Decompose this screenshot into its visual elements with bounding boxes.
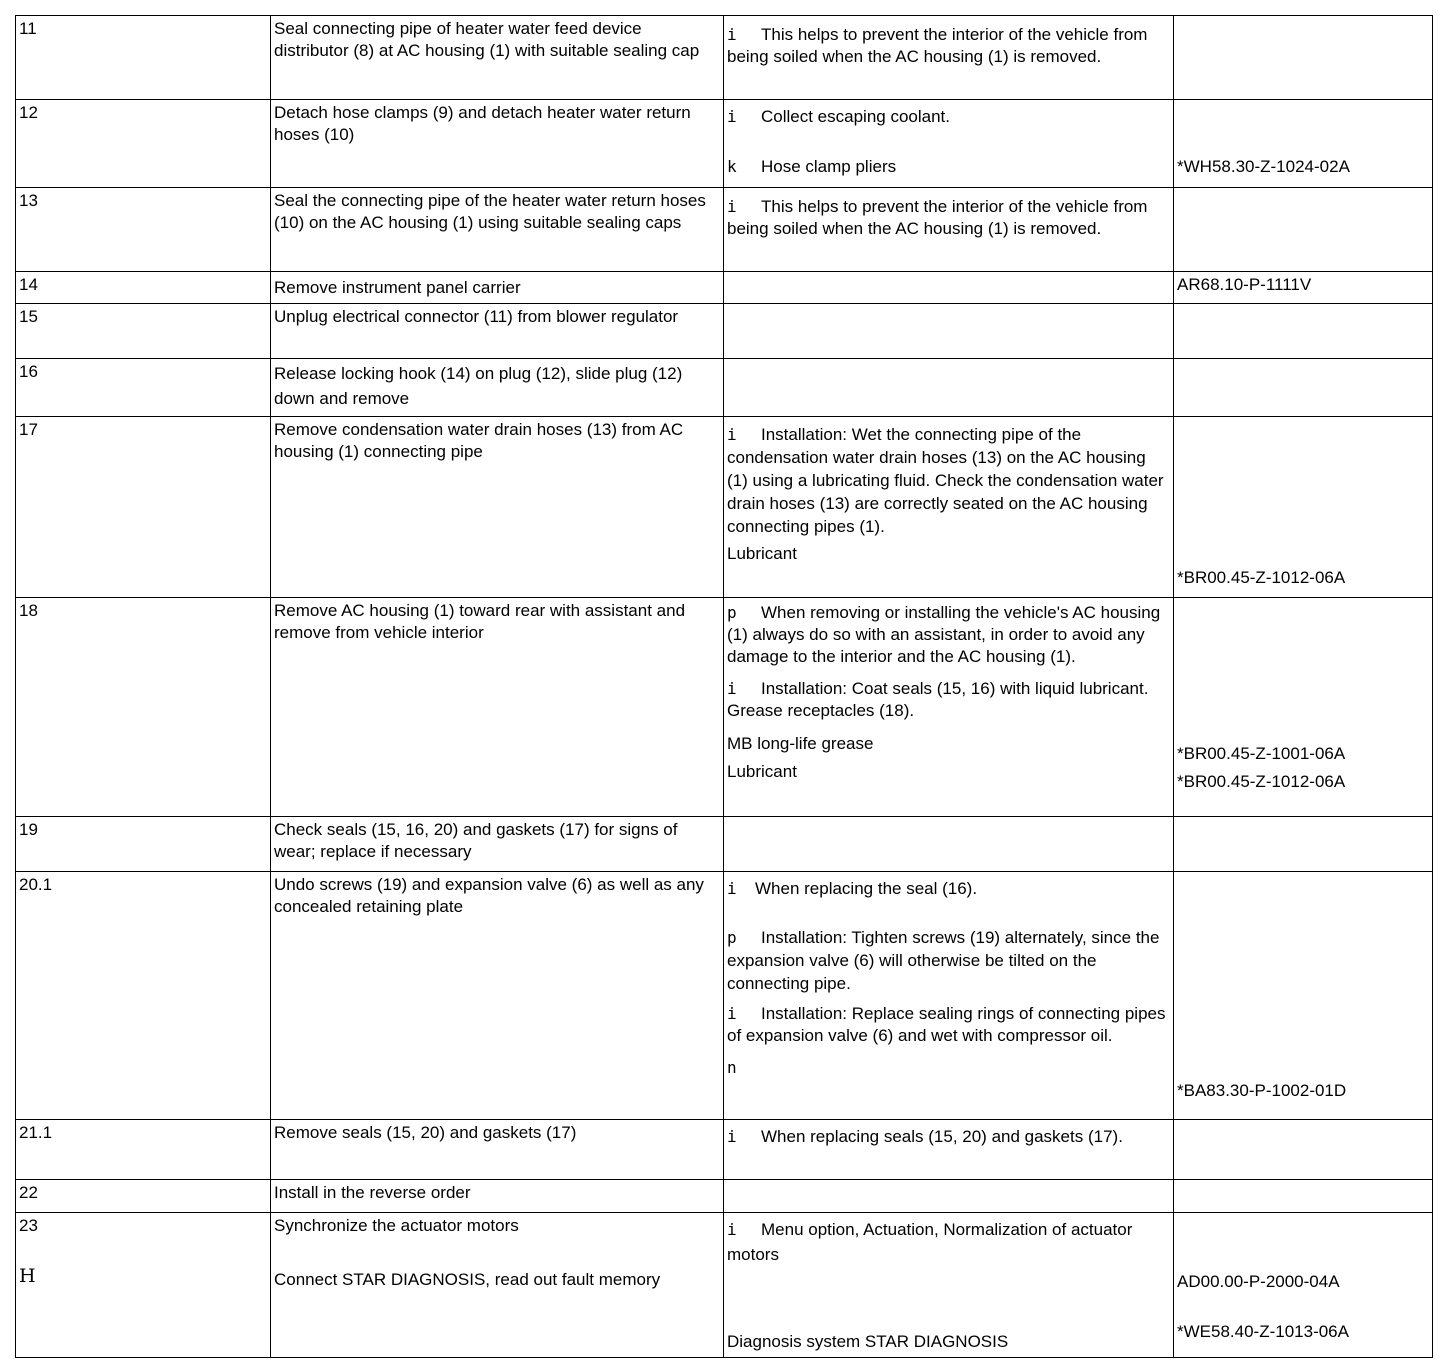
note-text: Wet the connecting pipe of the condensation water drain hoses (13) on the AC housing (1) using a lubricating fluid. Check the condensation water drain hoses (13) are correctly seated on the AC housing connecting pipes (1). <box>727 425 1164 536</box>
note-text: When removing or installing the vehicle's AC housing (1) always do so with an assistant, in order to avoid any damage to the interior and the AC housing (1). <box>727 603 1161 666</box>
note-text: Coat seals (15, 16) with liquid lubricant. Grease receptacles (18). <box>727 679 1149 720</box>
table-row <box>16 272 1433 304</box>
info-icon: i <box>727 1004 737 1023</box>
reference-cell <box>1174 417 1433 598</box>
step-number: 17 <box>16 417 271 598</box>
reference-cell <box>1174 872 1433 1120</box>
reference-cell <box>1174 304 1433 359</box>
step-action: Seal connecting pipe of heater water feed device distributor (8) at AC housing (1) with suitable sealing cap <box>271 16 724 100</box>
note-cell <box>724 817 1174 872</box>
reference-cell <box>1174 817 1433 872</box>
step-action: Remove AC housing (1) toward rear with assistant and remove from vehicle interior <box>271 598 724 817</box>
step-number: 15 <box>16 304 271 359</box>
info-icon: i <box>727 1127 737 1146</box>
reference-code: AR68.10-P-1111V <box>1177 275 1312 294</box>
note-cell <box>724 272 1174 304</box>
table-row <box>16 417 1433 598</box>
warning-icon: p <box>727 603 737 622</box>
reference-code: *WE58.40-Z-1013-06A <box>1177 1322 1349 1341</box>
note-text: Menu option, Actuation, Normalization of actuator motors <box>727 1220 1133 1264</box>
step-number: 23 <box>19 1216 38 1235</box>
reference-code: *BR00.45-Z-1012-06A <box>1177 772 1346 791</box>
table-row <box>16 1180 1433 1213</box>
reference-cell <box>1174 1213 1433 1358</box>
reference-cell <box>1174 16 1433 100</box>
note-cell <box>724 359 1174 417</box>
step-action: Check seals (15, 16, 20) and gaskets (17) for signs of wear; replace if necessary <box>271 817 724 872</box>
reference-cell <box>1174 1120 1433 1180</box>
step-action: Release locking hook (14) on plug (12), slide plug (12) down and remove <box>271 359 724 417</box>
step-number: 19 <box>16 817 271 872</box>
note-text: Replace sealing rings of connecting pipes of expansion valve (6) and wet with compressor oil. <box>727 1004 1166 1045</box>
note-cell <box>724 16 1174 100</box>
step-action-text: Connect STAR DIAGNOSIS, read out fault memory <box>274 1270 661 1289</box>
step-number: 20.1 <box>16 872 271 1120</box>
table-row <box>16 1213 1433 1358</box>
step-number: 11 <box>16 16 271 100</box>
reference-code: *BA83.30-P-1002-01D <box>1177 1081 1347 1100</box>
reference-cell <box>1174 359 1433 417</box>
note-cell <box>724 598 1174 817</box>
step-number: 22 <box>16 1180 271 1213</box>
step-number: 13 <box>16 188 271 272</box>
table-row <box>16 188 1433 272</box>
table-row <box>16 100 1433 188</box>
reference-code: AD00.00-P-2000-04A <box>1177 1272 1340 1291</box>
reference-cell <box>1174 598 1433 817</box>
reference-code: *WH58.30-Z-1024-02A <box>1177 157 1350 176</box>
reference-code: *BR00.45-Z-1001-06A <box>1177 744 1346 763</box>
info-icon: i <box>727 197 737 216</box>
note-cell <box>724 100 1174 188</box>
oil-icon: n <box>727 1058 737 1077</box>
step-action: Seal the connecting pipe of the heater water return hoses (10) on the AC housing (1) using suitable sealing caps <box>271 188 724 272</box>
info-icon: i <box>727 1220 737 1239</box>
info-icon: i <box>727 425 737 444</box>
note-cell <box>724 1213 1174 1358</box>
step-number: 14 <box>16 272 271 304</box>
note-cell <box>724 304 1174 359</box>
note-cell <box>724 417 1174 598</box>
table-row <box>16 872 1433 1120</box>
step-number: 18 <box>16 598 271 817</box>
step-action: Undo screws (19) and expansion valve (6) as well as any concealed retaining plate <box>271 872 724 1120</box>
step-action-text: Synchronize the actuator motors <box>274 1216 519 1235</box>
step-number <box>16 1213 271 1358</box>
reference-code: *BR00.45-Z-1012-06A <box>1177 568 1346 587</box>
step-number: 12 <box>16 100 271 188</box>
installation-label: Installation: <box>761 425 847 444</box>
note-cell <box>724 188 1174 272</box>
table-row <box>16 304 1433 359</box>
info-icon: i <box>727 879 737 898</box>
table-row <box>16 817 1433 872</box>
table-row <box>16 1120 1433 1180</box>
tool-name: Hose clamp pliers <box>761 157 897 176</box>
procedure-table <box>15 15 1433 1358</box>
note-text: This helps to prevent the interior of the vehicle from being soiled when the AC housing (1) is removed. <box>727 197 1148 238</box>
material-name: Lubricant <box>727 544 797 563</box>
reference-cell <box>1174 272 1433 304</box>
step-number-h: H <box>19 1265 36 1287</box>
step-action: Detach hose clamps (9) and detach heater water return hoses (10) <box>271 100 724 188</box>
note-text: Tighten screws (19) alternately, since the expansion valve (6) will otherwise be tilted on the connecting pipe. <box>727 928 1160 993</box>
info-icon: i <box>727 107 737 126</box>
note-cell <box>724 1180 1174 1213</box>
note-text: This helps to prevent the interior of the vehicle from being soiled when the AC housing (1) is removed. <box>727 25 1148 66</box>
info-icon: i <box>727 679 737 698</box>
tool-icon: k <box>727 157 737 176</box>
material-name: Lubricant <box>727 762 797 781</box>
installation-label: Installation: <box>761 679 847 698</box>
step-number: 16 <box>16 359 271 417</box>
step-action: Remove seals (15, 20) and gaskets (17) <box>271 1120 724 1180</box>
note-cell <box>724 1120 1174 1180</box>
step-action: Unplug electrical connector (11) from blower regulator <box>271 304 724 359</box>
material-name: Diagnosis system STAR DIAGNOSIS <box>727 1332 1009 1351</box>
table-row <box>16 16 1433 100</box>
step-number: 21.1 <box>16 1120 271 1180</box>
table-row <box>16 359 1433 417</box>
installation-label: Installation: <box>761 1004 847 1023</box>
step-action: Install in the reverse order <box>271 1180 724 1213</box>
note-text: Collect escaping coolant. <box>761 107 951 126</box>
step-action: Remove condensation water drain hoses (13) from AC housing (1) connecting pipe <box>271 417 724 598</box>
note-text: When replacing the seal (16). <box>755 879 978 898</box>
step-action: Remove instrument panel carrier <box>271 272 724 304</box>
reference-cell <box>1174 100 1433 188</box>
reference-cell <box>1174 1180 1433 1213</box>
material-name: MB long-life grease <box>727 734 874 753</box>
installation-label: Installation: <box>761 928 847 947</box>
step-action <box>271 1213 724 1358</box>
note-text: When replacing seals (15, 20) and gaskets (17). <box>761 1127 1123 1146</box>
info-icon: i <box>727 25 737 44</box>
reference-cell <box>1174 188 1433 272</box>
table-row <box>16 598 1433 817</box>
warning-icon: p <box>727 928 737 947</box>
note-cell <box>724 872 1174 1120</box>
